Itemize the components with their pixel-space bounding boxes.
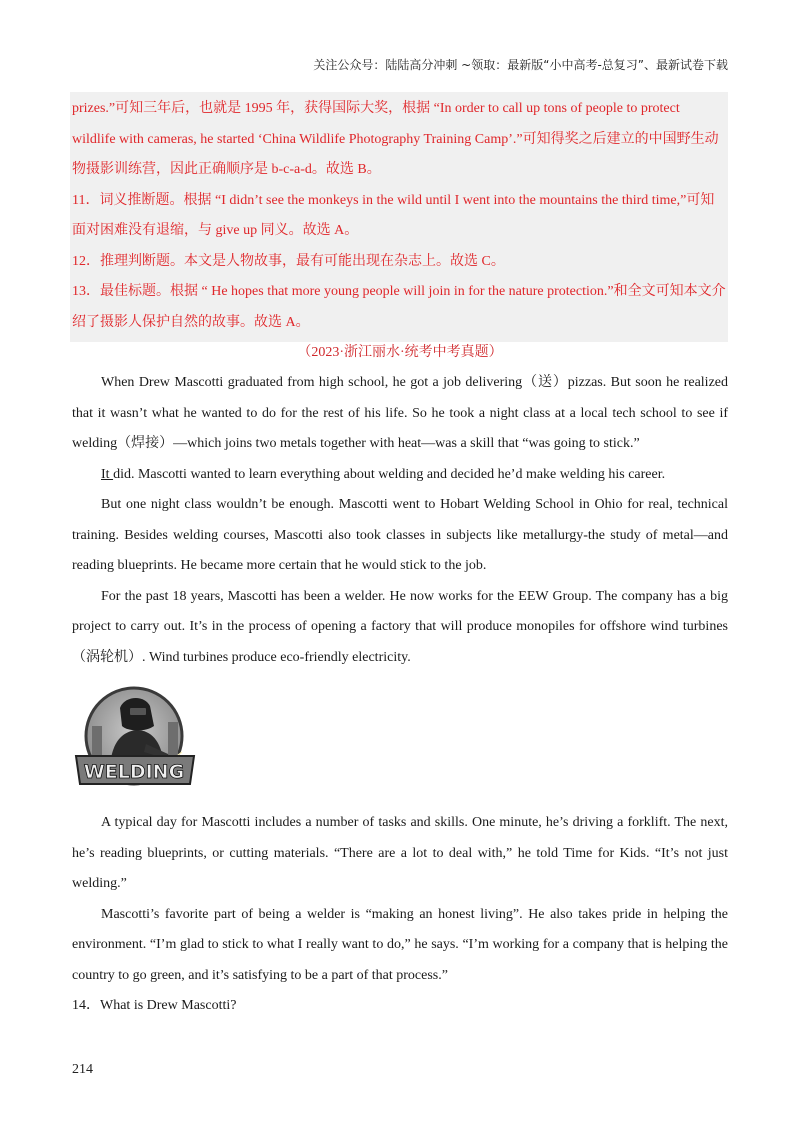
answer-13: 13．最佳标题。根据 “ He hopes that more young people will join in for the nature protection.”和全文可知本文介绍了摄影人保护自然的故事。故选 A。 [72,284,726,330]
paragraph-6: Mascotti’s favorite part of being a welder is “making an honest living”. He also takes pride in helping the environment. “I’m glad to stick to what I really want to do,” he says. “I’m working for a company that is helping the country to go green, and it’s satisfying to be a part of that process.” [72,906,728,983]
underlined-word: It [101,466,114,482]
welding-illustration [74,686,196,792]
reading-passage-continued [72,808,728,1022]
welding-banner-text: WELDING [83,761,185,783]
reading-passage [72,368,728,673]
answer-12: 12．推理判断题。本文是人物故事，最有可能出现在杂志上。故选 C。 [72,253,505,269]
answer-11: 11．词义推断题。根据 “I didn’t see the monkeys in the wild until I went into the mountains the third time,”可知面对困难没有退缩，与 give up 同义。故选 A。 [72,192,715,238]
paragraph-1: When Drew Mascotti graduated from high school, he got a job delivering（送）pizzas. But soon he realized that it wasn’t what he wanted to do for the rest of his life. So he took a night class at a local tech school to see if welding（焊接）—which joins two metals together with heat—was a skill that “was going to stick.” [72,375,728,451]
page-number: 214 [72,1062,93,1077]
paragraph-4: For the past 18 years, Mascotti has been a welder. He now works for the EEW Group. The company has a big project to carry out. It’s in the process of opening a factory that will produce monopiles for offshore wind turbines（涡轮机）. Wind turbines produce eco-friendly electricity. [72,588,728,665]
answer-explanations [70,92,728,342]
paragraph-3: But one night class wouldn’t be enough. Mascotti went to Hobart Welding School in Ohio for real, technical training. Besides welding courses, Mascotti also took classes in subjects like metallurgy-the study of metal—and reading blueprints. He became more certain that he would stick to the job. [72,497,728,573]
answer-10-continued: prizes.”可知三年后，也就是 1995 年，获得国际大奖，根据 “In order to call up tons of people to protect wildlife with cameras, he started ‘China Wildlife Photography Training Camp’.”可知得奖之后建立的中国野生动物摄影训练营，因此正确顺序是 b-c-a-d。故选 B。 [72,101,719,177]
paragraph-5: A typical day for Mascotti includes a number of tasks and skills. One minute, he’s driving a forklift. The next, he’s reading blueprints, or cutting materials. “There are a lot to deal with,” he told Time for Kids. “It’s not just welding.” [72,815,728,891]
question-14: 14．What is Drew Mascotti? [72,998,237,1013]
paragraph-2: It did. Mascotti wanted to learn everything about welding and decided he’d make welding his career. [101,466,666,482]
page-header: 关注公众号：陆陆高分冲刺 ~领取：最新版“小中高考-总复习”、最新试卷下载 [313,58,728,72]
passage-source: （2023·浙江丽水·统考中考真题） [297,345,503,360]
